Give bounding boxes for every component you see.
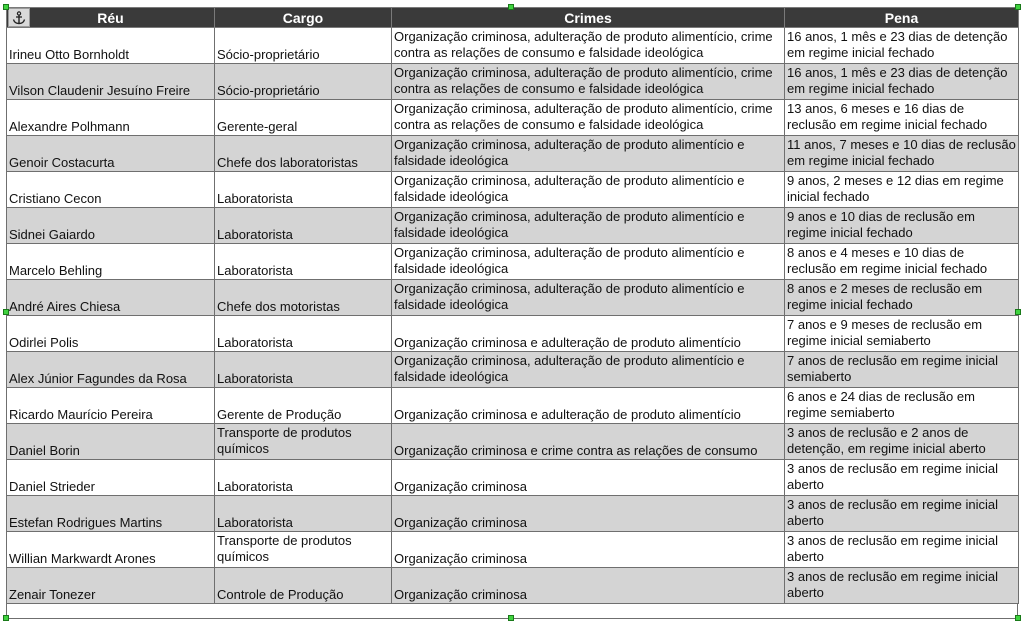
cell-reu[interactable]: Irineu Otto Bornholdt	[7, 28, 215, 64]
table-row[interactable]	[7, 352, 1019, 388]
cell-reu[interactable]: Daniel Strieder	[7, 460, 215, 496]
handle-bottom-center[interactable]	[508, 615, 514, 621]
header-pena: Pena	[785, 8, 1019, 28]
cell-pena[interactable]: 16 anos, 1 mês e 23 dias de detenção em regime inicial fechado	[785, 28, 1019, 64]
cell-crimes[interactable]: Organização criminosa, adulteração de produto alimentício e falsidade ideológica	[392, 172, 785, 208]
handle-bottom-right[interactable]	[1015, 615, 1021, 621]
header-reu: Réu	[7, 8, 215, 28]
cell-pena[interactable]: 8 anos e 4 meses e 10 dias de reclusão em regime inicial fechado	[785, 244, 1019, 280]
cell-pena[interactable]: 9 anos, 2 meses e 12 dias em regime inicial fechado	[785, 172, 1019, 208]
table-row[interactable]	[7, 280, 1019, 316]
handle-top-center[interactable]	[508, 4, 514, 10]
cell-crimes[interactable]: Organização criminosa, adulteração de produto alimentício, crime contra as relações de consumo e falsidade ideológica	[392, 100, 785, 136]
cell-crimes[interactable]: Organização criminosa, adulteração de produto alimentício e falsidade ideológica	[392, 352, 785, 388]
anchor-icon[interactable]	[8, 8, 30, 27]
cell-reu[interactable]: Alex Júnior Fagundes da Rosa	[7, 352, 215, 388]
cell-pena[interactable]: 8 anos e 2 meses de reclusão em regime inicial fechado	[785, 280, 1019, 316]
handle-middle-left[interactable]	[3, 309, 9, 315]
sentences-table[interactable]	[6, 7, 1019, 604]
cell-reu[interactable]: Daniel Borin	[7, 424, 215, 460]
cell-pena[interactable]: 3 anos de reclusão em regime inicial aberto	[785, 460, 1019, 496]
table-row[interactable]	[7, 172, 1019, 208]
cell-cargo[interactable]: Chefe dos motoristas	[215, 280, 392, 316]
table-row[interactable]	[7, 244, 1019, 280]
handle-top-left[interactable]	[3, 4, 9, 10]
cell-cargo[interactable]: Gerente-geral	[215, 100, 392, 136]
cell-crimes[interactable]: Organização criminosa, adulteração de produto alimentício, crime contra as relações de consumo e falsidade ideológica	[392, 28, 785, 64]
handle-middle-right[interactable]	[1015, 309, 1021, 315]
header-crimes: Crimes	[392, 8, 785, 28]
cell-reu[interactable]: Cristiano Cecon	[7, 172, 215, 208]
cell-cargo[interactable]: Laboratorista	[215, 496, 392, 532]
cell-reu[interactable]: Marcelo Behling	[7, 244, 215, 280]
cell-pena[interactable]: 3 anos de reclusão em regime inicial aberto	[785, 532, 1019, 568]
cell-crimes[interactable]: Organização criminosa, adulteração de produto alimentício e falsidade ideológica	[392, 280, 785, 316]
cell-crimes[interactable]: Organização criminosa e adulteração de produto alimentício	[392, 316, 785, 352]
cell-cargo[interactable]: Laboratorista	[215, 316, 392, 352]
cell-reu[interactable]: Sidnei Gaiardo	[7, 208, 215, 244]
table-row[interactable]	[7, 100, 1019, 136]
cell-crimes[interactable]: Organização criminosa, adulteração de produto alimentício e falsidade ideológica	[392, 244, 785, 280]
header-cargo: Cargo	[215, 8, 392, 28]
cell-cargo[interactable]: Laboratorista	[215, 460, 392, 496]
cell-pena[interactable]: 11 anos, 7 meses e 10 dias de reclusão em regime inicial fechado	[785, 136, 1019, 172]
cell-reu[interactable]: Alexandre Polhmann	[7, 100, 215, 136]
cell-pena[interactable]: 7 anos e 9 meses de reclusão em regime inicial semiaberto	[785, 316, 1019, 352]
table-row[interactable]	[7, 388, 1019, 424]
cell-pena[interactable]: 6 anos e 24 dias de reclusão em regime semiaberto	[785, 388, 1019, 424]
table-row[interactable]	[7, 136, 1019, 172]
table-row[interactable]	[7, 208, 1019, 244]
handle-bottom-left[interactable]	[3, 615, 9, 621]
cell-pena[interactable]: 3 anos de reclusão em regime inicial aberto	[785, 568, 1019, 604]
table-row[interactable]	[7, 64, 1019, 100]
cell-cargo[interactable]: Sócio-proprietário	[215, 64, 392, 100]
cell-cargo[interactable]: Laboratorista	[215, 244, 392, 280]
cell-reu[interactable]: Ricardo Maurício Pereira	[7, 388, 215, 424]
cell-cargo[interactable]: Sócio-proprietário	[215, 28, 392, 64]
cell-reu[interactable]: Zenair Tonezer	[7, 568, 215, 604]
cell-pena[interactable]: 13 anos, 6 meses e 16 dias de reclusão em regime inicial fechado	[785, 100, 1019, 136]
cell-cargo[interactable]: Gerente de Produção	[215, 388, 392, 424]
cell-pena[interactable]: 9 anos e 10 dias de reclusão em regime inicial fechado	[785, 208, 1019, 244]
table-row[interactable]	[7, 424, 1019, 460]
cell-crimes[interactable]: Organização criminosa	[392, 460, 785, 496]
cell-reu[interactable]: André Aires Chiesa	[7, 280, 215, 316]
header-row	[7, 8, 1019, 28]
cell-pena[interactable]: 7 anos de reclusão em regime inicial semiaberto	[785, 352, 1019, 388]
cell-reu[interactable]: Willian Markwardt Arones	[7, 532, 215, 568]
cell-crimes[interactable]: Organização criminosa	[392, 532, 785, 568]
table-row[interactable]	[7, 316, 1019, 352]
cell-cargo[interactable]: Controle de Produção	[215, 568, 392, 604]
cell-crimes[interactable]: Organização criminosa, adulteração de produto alimentício e falsidade ideológica	[392, 136, 785, 172]
handle-top-right[interactable]	[1015, 4, 1021, 10]
cell-crimes[interactable]: Organização criminosa	[392, 568, 785, 604]
cell-reu[interactable]: Vilson Claudenir Jesuíno Freire	[7, 64, 215, 100]
table-row[interactable]	[7, 496, 1019, 532]
table-row[interactable]	[7, 28, 1019, 64]
cell-cargo[interactable]: Laboratorista	[215, 352, 392, 388]
cell-reu[interactable]: Genoir Costacurta	[7, 136, 215, 172]
cell-cargo[interactable]: Chefe dos laboratoristas	[215, 136, 392, 172]
cell-crimes[interactable]: Organização criminosa e adulteração de produto alimentício	[392, 388, 785, 424]
cell-cargo[interactable]: Transporte de produtos químicos	[215, 532, 392, 568]
cell-crimes[interactable]: Organização criminosa, adulteração de produto alimentício, crime contra as relações de consumo e falsidade ideológica	[392, 64, 785, 100]
cell-reu[interactable]: Estefan Rodrigues Martins	[7, 496, 215, 532]
cell-cargo[interactable]: Transporte de produtos químicos	[215, 424, 392, 460]
cell-crimes[interactable]: Organização criminosa, adulteração de produto alimentício e falsidade ideológica	[392, 208, 785, 244]
table-row[interactable]	[7, 532, 1019, 568]
anchor-glyph-icon	[12, 11, 26, 25]
table-row[interactable]	[7, 460, 1019, 496]
cell-pena[interactable]: 3 anos de reclusão em regime inicial aberto	[785, 496, 1019, 532]
cell-pena[interactable]: 3 anos de reclusão e 2 anos de detenção, em regime inicial aberto	[785, 424, 1019, 460]
cell-cargo[interactable]: Laboratorista	[215, 172, 392, 208]
cell-pena[interactable]: 16 anos, 1 mês e 23 dias de detenção em regime inicial fechado	[785, 64, 1019, 100]
cell-crimes[interactable]: Organização criminosa e crime contra as relações de consumo	[392, 424, 785, 460]
cell-reu[interactable]: Odirlei Polis	[7, 316, 215, 352]
cell-cargo[interactable]: Laboratorista	[215, 208, 392, 244]
cell-crimes[interactable]: Organização criminosa	[392, 496, 785, 532]
table-row[interactable]	[7, 568, 1019, 604]
